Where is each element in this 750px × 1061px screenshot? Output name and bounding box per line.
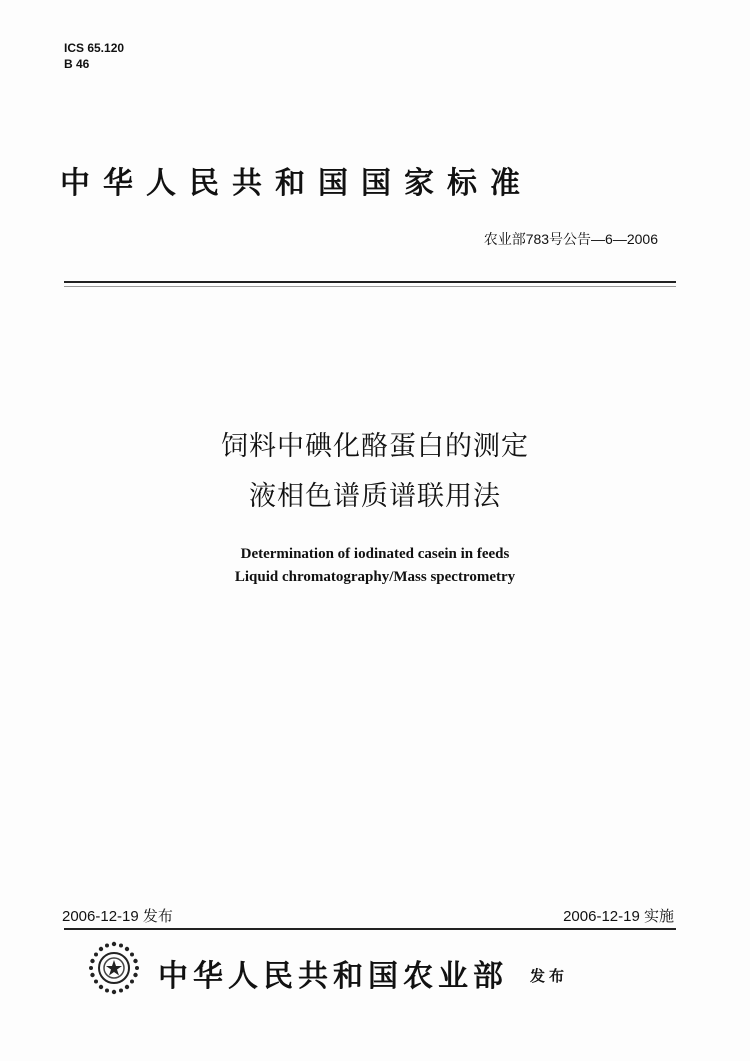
document-title-zh-line-2: 液相色谱质谱联用法 — [249, 481, 501, 512]
national-standard-title: 中华人民共和国国家标准 — [60, 166, 533, 201]
issue-date: 2006-12-19 发布 — [62, 908, 173, 925]
footer-divider — [64, 928, 676, 930]
implementation-date: 2006-12-19 实施 — [563, 908, 674, 925]
national-emblem-icon — [86, 940, 142, 996]
document-title-zh-line-1: 饲料中碘化酪蛋白的测定 — [221, 431, 529, 462]
standard-number: 农业部783号公告—6—2006 — [483, 231, 658, 247]
issuer-ministry: 中华人民共和国农业部 — [158, 959, 508, 994]
ccs-code: B 46 — [64, 57, 90, 71]
publish-label: 发布 — [530, 967, 569, 985]
document-title-en-line-2: Liquid chromatography/Mass spectrometry — [234, 569, 516, 585]
ics-code: ICS 65.120 — [64, 41, 125, 55]
document-title-en-line-1: Determination of iodinated casein in feeds — [240, 546, 510, 562]
header-divider — [64, 281, 676, 283]
classification-codes — [64, 40, 124, 72]
header-divider-thin — [64, 286, 676, 287]
